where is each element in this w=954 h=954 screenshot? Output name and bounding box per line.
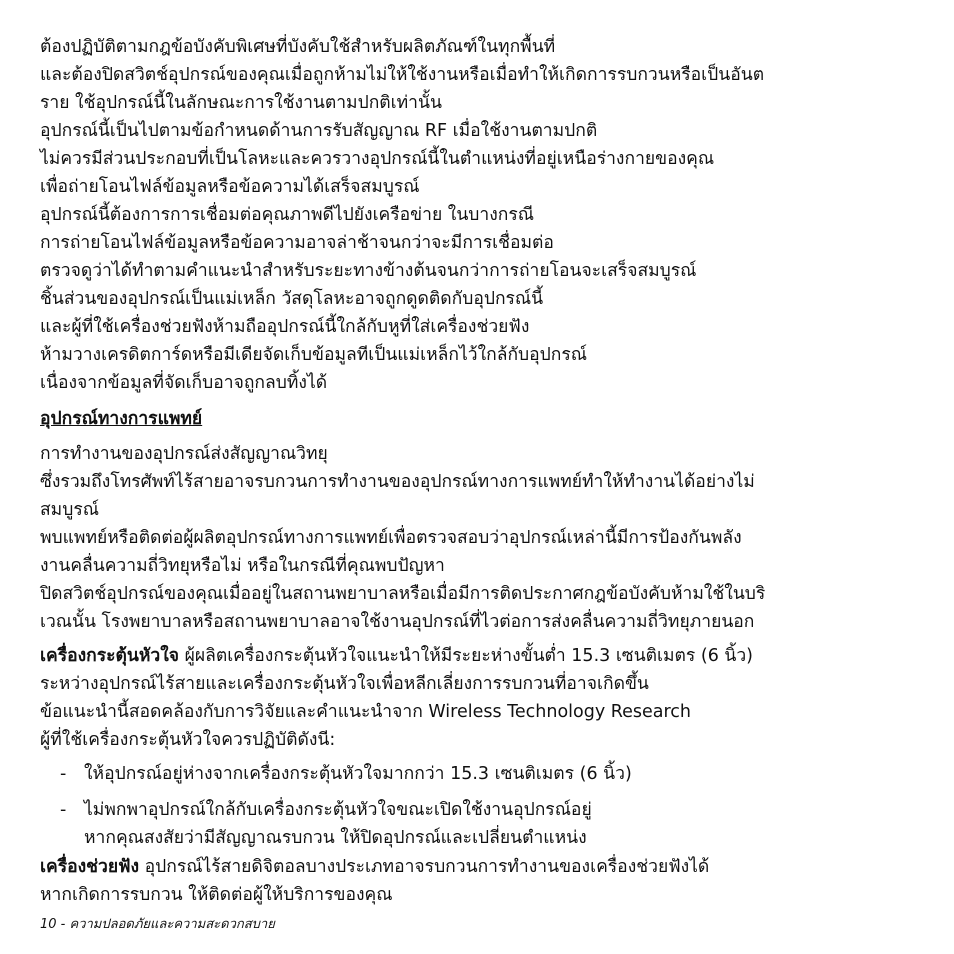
dash-bullet: - <box>60 764 67 784</box>
intro-line: ตรวจดูว่าได้ทำตามคำแนะนำสำหรับระยะทางข้างต้นจนกว่าการถ่ายโอนจะเสร็จสมบูรณ์ <box>40 261 697 281</box>
medical-line: งานคลื่นความถี่วิทยุหรือไม่ หรือในกรณีที่คุณพบปัญหา <box>40 556 445 576</box>
pacemaker-line: ผู้ที่ใช้เครื่องกระตุ้นหัวใจควรปฏิบัติดังนี: <box>40 730 336 750</box>
intro-line: ต้องปฏิบัติตามกฎข้อบังคับพิเศษที่บังคับใช้สำหรับผลิตภัณฑ์ในทุกพื้นที่ <box>40 37 556 57</box>
hearing-aid-term: เครื่องช่วยฟัง <box>40 857 140 877</box>
intro-line: และผู้ที่ใช้เครื่องช่วยฟังห้ามถืออุปกรณ์นี้ใกล้กับหูที่ใส่เครื่องช่วยฟัง <box>40 317 530 337</box>
intro-line: อุปกรณ์นี้เป็นไปตามข้อกำหนดด้านการรับสัญญาณ RF เมื่อใช้งานตามปกติ <box>40 121 598 141</box>
bullet-text: หากคุณสงสัยว่ามีสัญญาณรบกวน ให้ปิดอุปกรณ์และเปลี่ยนตำแหน่ง <box>84 828 587 848</box>
pacemaker-line: ระหว่างอุปกรณ์ไร้สายและเครื่องกระตุ้นหัวใจเพื่อหลีกเลี่ยงการรบกวนที่อาจเกิดขึ้น <box>40 674 649 694</box>
pacemaker-text: ผู้ผลิตเครื่องกระตุ้นหัวใจแนะนำให้มีระยะห่างขั้นต่ำ 15.3 เซนติเมตร (6 นิ้ว) <box>179 646 754 666</box>
intro-line: การถ่ายโอนไฟล์ข้อมูลหรือข้อความอาจล่าช้าจนกว่าจะมีการเชื่อมต่อ <box>40 233 554 253</box>
pacemaker-line: ข้อแนะนำนี้สอดคล้องกับการวิจัยและคำแนะนำจาก Wireless Technology Research <box>40 702 692 722</box>
medical-line: พบแพทย์หรือติดต่อผู้ผลิตอุปกรณ์ทางการแพทย์เพื่อตรวจสอบว่าอุปกรณ์เหล่านี้มีการป้องกันพลัง <box>40 528 742 548</box>
bullet-text: ไม่พกพาอุปกรณ์ใกล้กับเครื่องกระตุ้นหัวใจขณะเปิดใช้งานอุปกรณ์อยู่ <box>84 800 592 820</box>
pacemaker-intro <box>40 642 930 670</box>
intro-line: อุปกรณ์นี้ต้องการการเชื่อมต่อคุณภาพดีไปยังเครือข่าย ในบางกรณี <box>40 205 534 225</box>
intro-line: ราย ใช้อุปกรณ์นี้ในลักษณะการใช้งานตามปกติเท่านั้น <box>40 93 442 113</box>
intro-line: ไม่ควรมีส่วนประกอบที่เป็นโลหะและควรวางอุปกรณ์นี้ในตำแหน่งที่อยู่เหนือร่างกายของคุณ <box>40 149 715 169</box>
medical-section <box>40 440 930 636</box>
hearing-aid-section <box>40 853 930 909</box>
medical-line: สมบูรณ์ <box>40 500 99 520</box>
section-heading-medical-devices: อุปกรณ์ทางการแพทย์ <box>40 409 203 429</box>
medical-line: การทำงานของอุปกรณ์ส่งสัญญาณวิทยุ <box>40 444 328 464</box>
intro-line: ห้ามวางเครดิตการ์ดหรือมีเดียจัดเก็บข้อมูลทีเป็นแม่เหล็กไว้ใกล้กับอุปกรณ์ <box>40 345 588 365</box>
intro-line: เพื่อถ่ายโอนไฟล์ข้อมูลหรือข้อความได้เสร็จสมบูรณ์ <box>40 177 420 197</box>
bullet-text: ให้อุปกรณ์อยู่ห่างจากเครื่องกระตุ้นหัวใจมากกว่า 15.3 เซนติเมตร (6 นิ้ว) <box>84 764 632 784</box>
hearing-aid-line: หากเกิดการรบกวน ให้ติดต่อผู้ให้บริการของคุณ <box>40 885 393 905</box>
intro-line: และต้องปิดสวิตช์อุปกรณ์ของคุณเมื่อถูกห้ามไม่ให้ใช้งานหรือเมื่อทำให้เกิดการรบกวนหรือเป็นอันต <box>40 65 765 85</box>
pacemaker-term: เครื่องกระตุ้นหัวใจ <box>40 646 180 666</box>
hearing-aid-text: อุปกรณ์ไร้สายดิจิตอลบางประเภทอาจรบกวนการทำงานของเครื่องช่วยฟังได้ <box>139 857 710 877</box>
bullet-item <box>60 760 920 788</box>
intro-line: เนื่องจากข้อมูลที่จัดเก็บอาจถูกลบทิ้งได้ <box>40 373 328 393</box>
medical-line: ปิดสวิตช์อุปกรณ์ของคุณเมื่ออยู่ในสถานพยาบาลหรือเมื่อมีการติดประกาศกฎข้อบังคับห้ามใช้ในบริ <box>40 584 766 604</box>
dash-bullet: - <box>60 800 67 820</box>
medical-line: เวณนั้น โรงพยาบาลหรือสถานพยาบาลอาจใช้งานอุปกรณ์ที่ไวต่อการส่งคลื่นความถี่วิทยุภายนอก <box>40 612 755 632</box>
hearing-aid-intro <box>40 853 930 881</box>
pacemaker-bullet-list <box>60 760 920 852</box>
medical-line: ซึ่งรวมถึงโทรศัพท์ไร้สายอาจรบกวนการทำงานของอุปกรณ์ทางการแพทย์ทำให้ทำงานได้อย่างไม่ <box>40 472 755 492</box>
pacemaker-section <box>40 642 930 754</box>
page-footer: 10 - ความปลอดภัยและความสะดวกสบาย <box>40 917 275 932</box>
intro-line: ชิ้นส่วนของอุปกรณ์เป็นแม่เหล็ก วัสดุโลหะอาจถูกดูดติดกับอุปกรณ์นี้ <box>40 289 544 309</box>
intro-section <box>40 33 930 397</box>
bullet-item <box>60 796 920 852</box>
